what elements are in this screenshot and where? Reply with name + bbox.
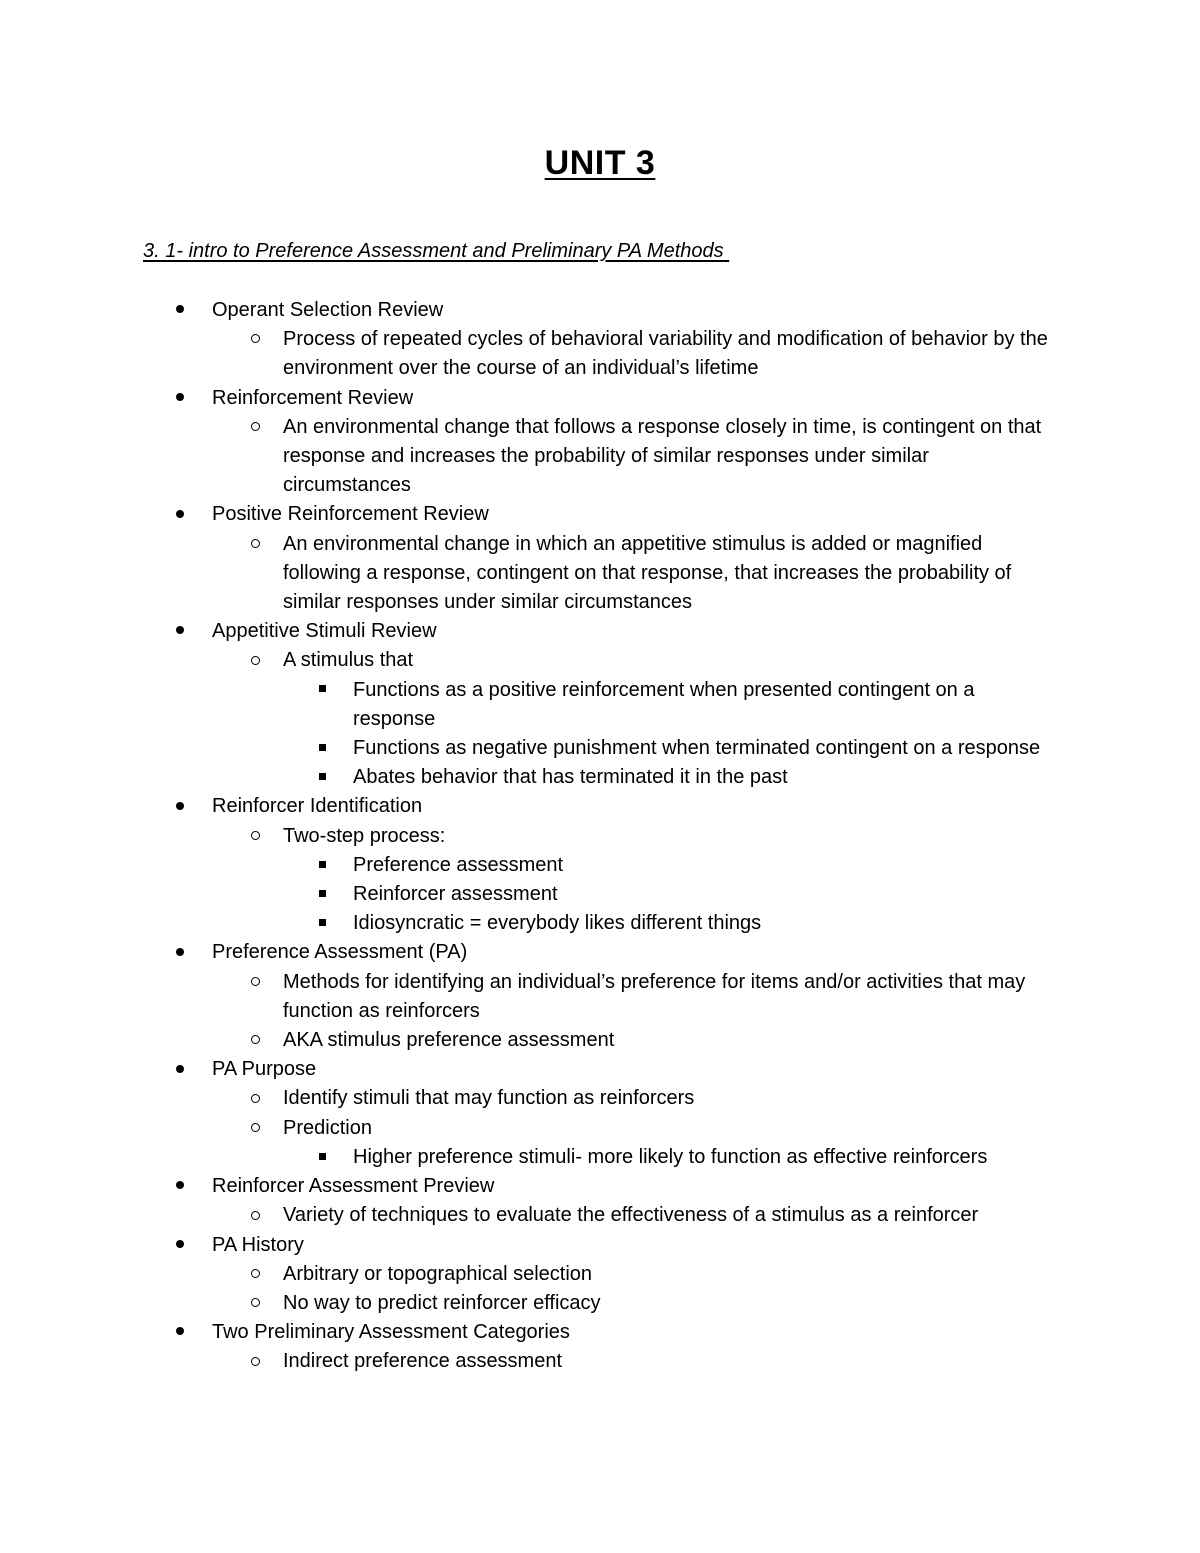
- list-item: No way to predict reinforcer efficacy: [0, 1289, 1200, 1318]
- bullet-circle-icon: [247, 1347, 263, 1376]
- bullet-dot-icon: [172, 1231, 188, 1260]
- list-item: Appetitive Stimuli Review: [0, 617, 1200, 646]
- list-item: Reinforcer assessment: [0, 880, 1200, 909]
- list-item: Variety of techniques to evaluate the effectiveness of a stimulus as a reinforcer: [0, 1201, 1200, 1230]
- bullet-circle-icon: [247, 1260, 263, 1289]
- list-item: Higher preference stimuli- more likely to function as effective reinforcers: [0, 1143, 1200, 1172]
- list-item: Reinforcer Assessment Preview: [0, 1172, 1200, 1201]
- list-item: An environmental change that follows a response closely in time, is contingent on that response and increases the probability of similar responses under similar circumstances: [0, 413, 1200, 501]
- list-item: A stimulus that: [0, 646, 1200, 675]
- list-item: Abates behavior that has terminated it in the past: [0, 763, 1200, 792]
- bullet-dot-icon: [172, 1172, 188, 1201]
- list-item: Two-step process:: [0, 822, 1200, 851]
- bullet-circle-icon: [247, 822, 263, 851]
- bullet-dot-icon: [172, 1318, 188, 1347]
- bullet-dot-icon: [172, 617, 188, 646]
- list-item: Indirect preference assessment: [0, 1347, 1200, 1376]
- bullet-circle-icon: [247, 1026, 263, 1055]
- list-item: PA Purpose: [0, 1055, 1200, 1084]
- bullet-circle-icon: [247, 530, 263, 559]
- bullet-square-icon: [316, 909, 328, 938]
- bullet-dot-icon: [172, 1055, 188, 1084]
- list-item: Two Preliminary Assessment Categories: [0, 1318, 1200, 1347]
- bullet-dot-icon: [172, 384, 188, 413]
- list-item: Functions as negative punishment when terminated contingent on a response: [0, 734, 1200, 763]
- bullet-square-icon: [316, 1143, 328, 1172]
- bullet-circle-icon: [247, 413, 263, 442]
- list-item: Identify stimuli that may function as reinforcers: [0, 1084, 1200, 1113]
- bullet-circle-icon: [247, 1114, 263, 1143]
- bullet-dot-icon: [172, 792, 188, 821]
- bullet-circle-icon: [247, 1289, 263, 1318]
- list-item: Functions as a positive reinforcement when presented contingent on a response: [0, 676, 1200, 734]
- bullet-circle-icon: [247, 968, 263, 997]
- list-item: Arbitrary or topographical selection: [0, 1260, 1200, 1289]
- bullet-circle-icon: [247, 1084, 263, 1113]
- list-item: Prediction: [0, 1114, 1200, 1143]
- section-heading: 3. 1- intro to Preference Assessment and Preliminary PA Methods: [143, 240, 730, 262]
- list-item: An environmental change in which an appetitive stimulus is added or magnified following a response, contingent on that response, that increases the probability of similar responses under similar circumstances: [0, 530, 1200, 618]
- bullet-square-icon: [316, 734, 328, 763]
- bullet-dot-icon: [172, 296, 188, 325]
- list-item: Preference assessment: [0, 851, 1200, 880]
- list-item: Idiosyncratic = everybody likes different things: [0, 909, 1200, 938]
- list-item: AKA stimulus preference assessment: [0, 1026, 1200, 1055]
- bullet-square-icon: [316, 880, 328, 909]
- notes-outline: [0, 296, 1200, 1377]
- bullet-square-icon: [316, 763, 328, 792]
- page-title: UNIT 3: [544, 144, 656, 182]
- bullet-circle-icon: [247, 646, 263, 675]
- bullet-circle-icon: [247, 1201, 263, 1230]
- bullet-square-icon: [316, 851, 328, 880]
- list-item: Reinforcer Identification: [0, 792, 1200, 821]
- list-item: Operant Selection Review: [0, 296, 1200, 325]
- list-item: Preference Assessment (PA): [0, 938, 1200, 967]
- list-item: PA History: [0, 1231, 1200, 1260]
- list-item: Reinforcement Review: [0, 384, 1200, 413]
- list-item: Methods for identifying an individual’s preference for items and/or activities that may function as reinforcers: [0, 968, 1200, 1026]
- bullet-dot-icon: [172, 938, 188, 967]
- list-item: Process of repeated cycles of behavioral variability and modification of behavior by the environment over the course of an individual’s lifetime: [0, 325, 1200, 383]
- list-item: Positive Reinforcement Review: [0, 500, 1200, 529]
- bullet-dot-icon: [172, 500, 188, 529]
- bullet-circle-icon: [247, 325, 263, 354]
- bullet-square-icon: [316, 676, 328, 705]
